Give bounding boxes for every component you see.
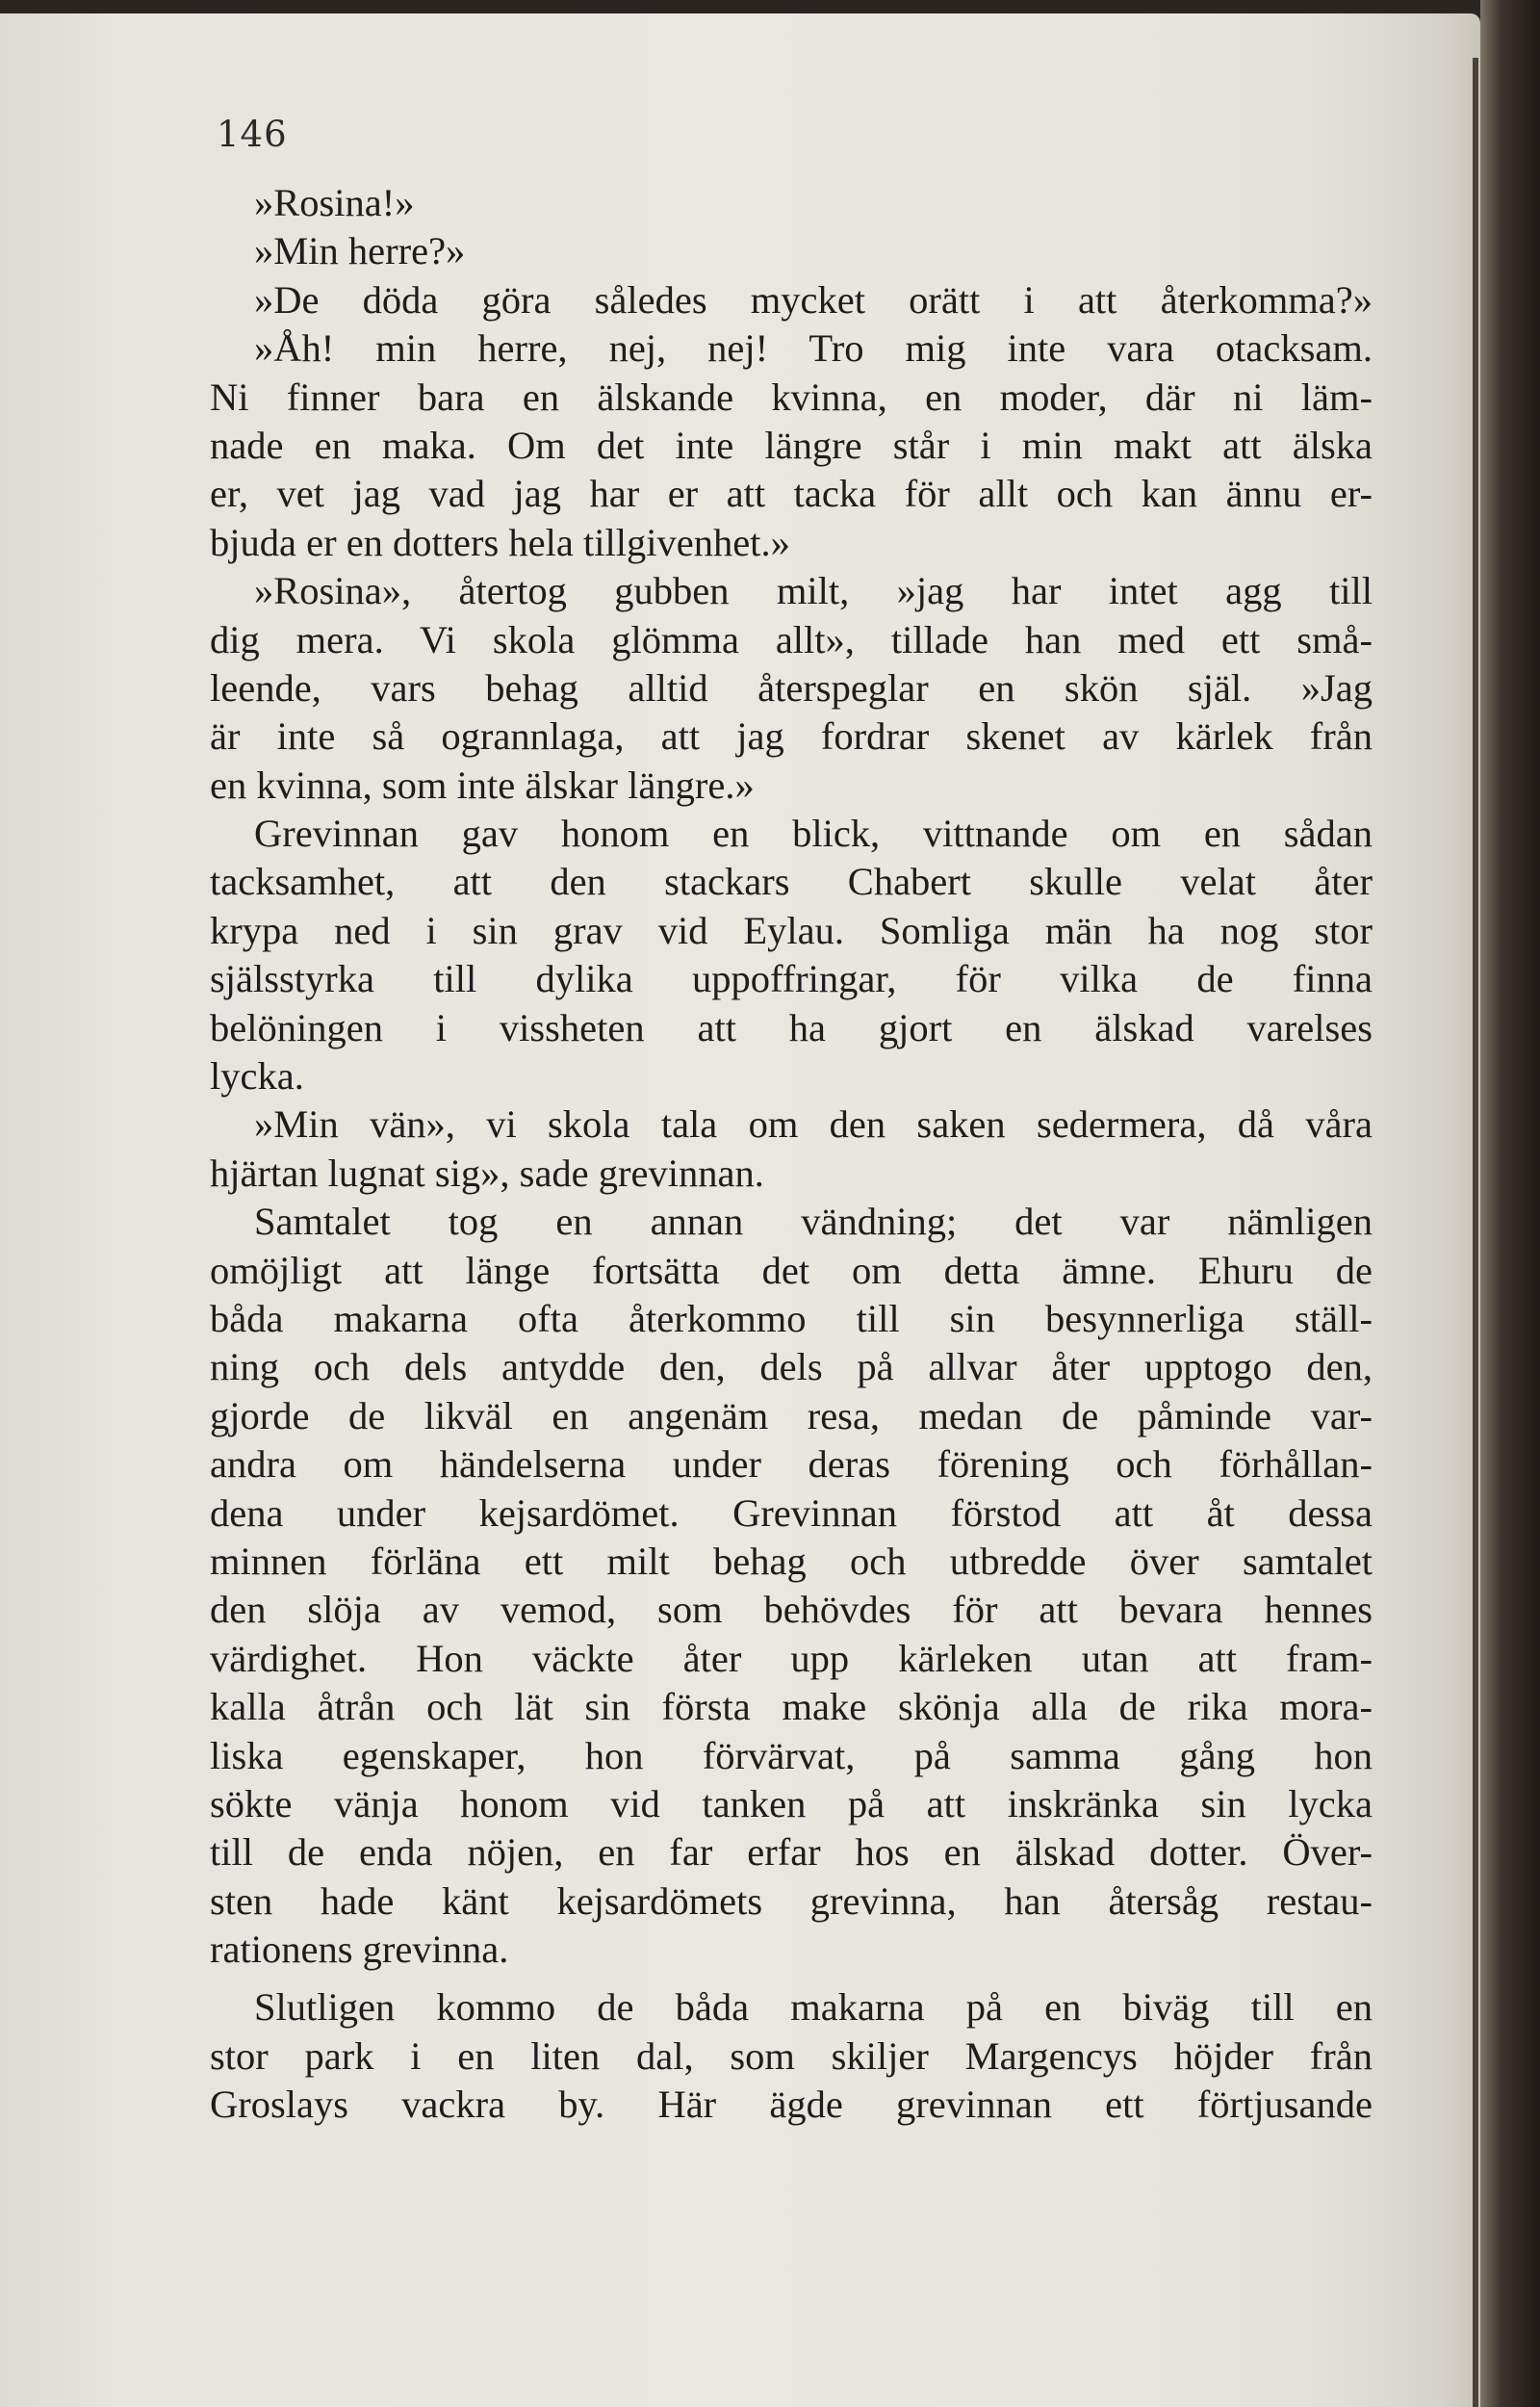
text-line: är inte så ogrannlaga, att jag fordrar skenet av kärlek från [210, 714, 1373, 759]
text-line: sten hade känt kejsardömets grevinna, han återsåg restau- [210, 1878, 1373, 1923]
text-line: Slutligen kommo de båda makarna på en biväg till en [254, 1985, 1373, 2030]
text-line: värdighet. Hon väckte åter upp kärleken utan att fram- [210, 1636, 1373, 1680]
text-line: leende, vars behag alltid återspeglar en skön själ. »Jag [210, 665, 1373, 710]
text-line: stor park i en liten dal, som skiljer Margencys höjder från [210, 2033, 1373, 2078]
text-line: tacksamhet, att den stackars Chabert skulle velat åter [210, 860, 1373, 904]
text-line: »Min vän», vi skola tala om den saken sedermera, då våra [254, 1102, 1373, 1147]
text-line: sökte vänja honom vid tanken på att inskränka sin lycka [210, 1781, 1373, 1825]
text-line: rationens grevinna. [210, 1928, 509, 1972]
text-line: »Min herre?» [254, 229, 466, 273]
text-line: gjorde de likväl en angenäm resa, medan de påminde var- [210, 1393, 1373, 1437]
text-line: ning och dels antydde den, dels på allvar åter upptogo den, [210, 1345, 1373, 1389]
text-line: hjärtan lugnat sig», sade grevinnan. [210, 1151, 764, 1195]
text-line: krypa ned i sin grav vid Eylau. Somliga män ha nog stor [210, 908, 1373, 952]
text-line: dig mera. Vi skola glömma allt», tillade han med ett små- [210, 617, 1373, 661]
text-line: »Åh! min herre, nej, nej! Tro mig inte vara otacksam. [254, 326, 1373, 371]
text-line: »Rosina», återtog gubben milt, »jag har intet agg till [254, 569, 1373, 613]
text-line: minnen förläna ett milt behag och utbredde över samtalet [210, 1539, 1373, 1583]
text-line: båda makarna ofta återkommo till sin besynnerliga ställ- [210, 1296, 1373, 1340]
page-edge-shadow [1473, 58, 1478, 2407]
text-line: »Rosina!» [254, 181, 415, 224]
text-line: omöjligt att länge fortsätta det om detta ämne. Ehuru de [210, 1248, 1373, 1292]
text-line: till de enda nöjen, en far erfar hos en älskad dotter. Över- [210, 1830, 1373, 1875]
text-line: lycka. [210, 1054, 304, 1099]
text-line: andra om händelserna under deras förening och förhållan- [210, 1442, 1373, 1487]
page-body [210, 179, 1373, 2130]
text-line: belöningen i vissheten att ha gjort en älskad varelses [210, 1005, 1373, 1049]
text-line: själsstyrka till dylika uppoffringar, för vilka de finna [210, 957, 1373, 1001]
text-line: Groslays vackra by. Här ägde grevinnan ett förtjusande [210, 2083, 1373, 2127]
book-spine [1480, 0, 1540, 2407]
text-line: dena under kejsardömet. Grevinnan förstod att åt dessa [210, 1490, 1373, 1535]
text-line: Samtalet tog en annan vändning; det var nämligen [254, 1200, 1373, 1244]
text-line: nade en maka. Om det inte längre står i min makt att älska [210, 423, 1373, 467]
text-line: bjuda er en dotters hela tillgivenhet.» [210, 520, 790, 564]
text-line: »De döda göra således mycket orätt i att återkomma?» [254, 277, 1373, 322]
text-line: Ni finner bara en älskande kvinna, en moder, där ni läm- [210, 375, 1373, 419]
text-line: kalla åtrån och lät sin första make skönja alla de rika mora- [210, 1685, 1373, 1729]
text-line: er, vet jag vad jag har er att tacka för allt och kan ännu er- [210, 472, 1373, 516]
page-number: 146 [217, 114, 288, 155]
text-line: Grevinnan gav honom en blick, vittnande om en sådan [254, 812, 1373, 856]
text-line: liska egenskaper, hon förvärvat, på samma gång hon [210, 1733, 1373, 1777]
text-line: den slöja av vemod, som behövdes för att bevara hennes [210, 1588, 1373, 1632]
text-line: en kvinna, som inte älskar längre.» [210, 763, 755, 807]
